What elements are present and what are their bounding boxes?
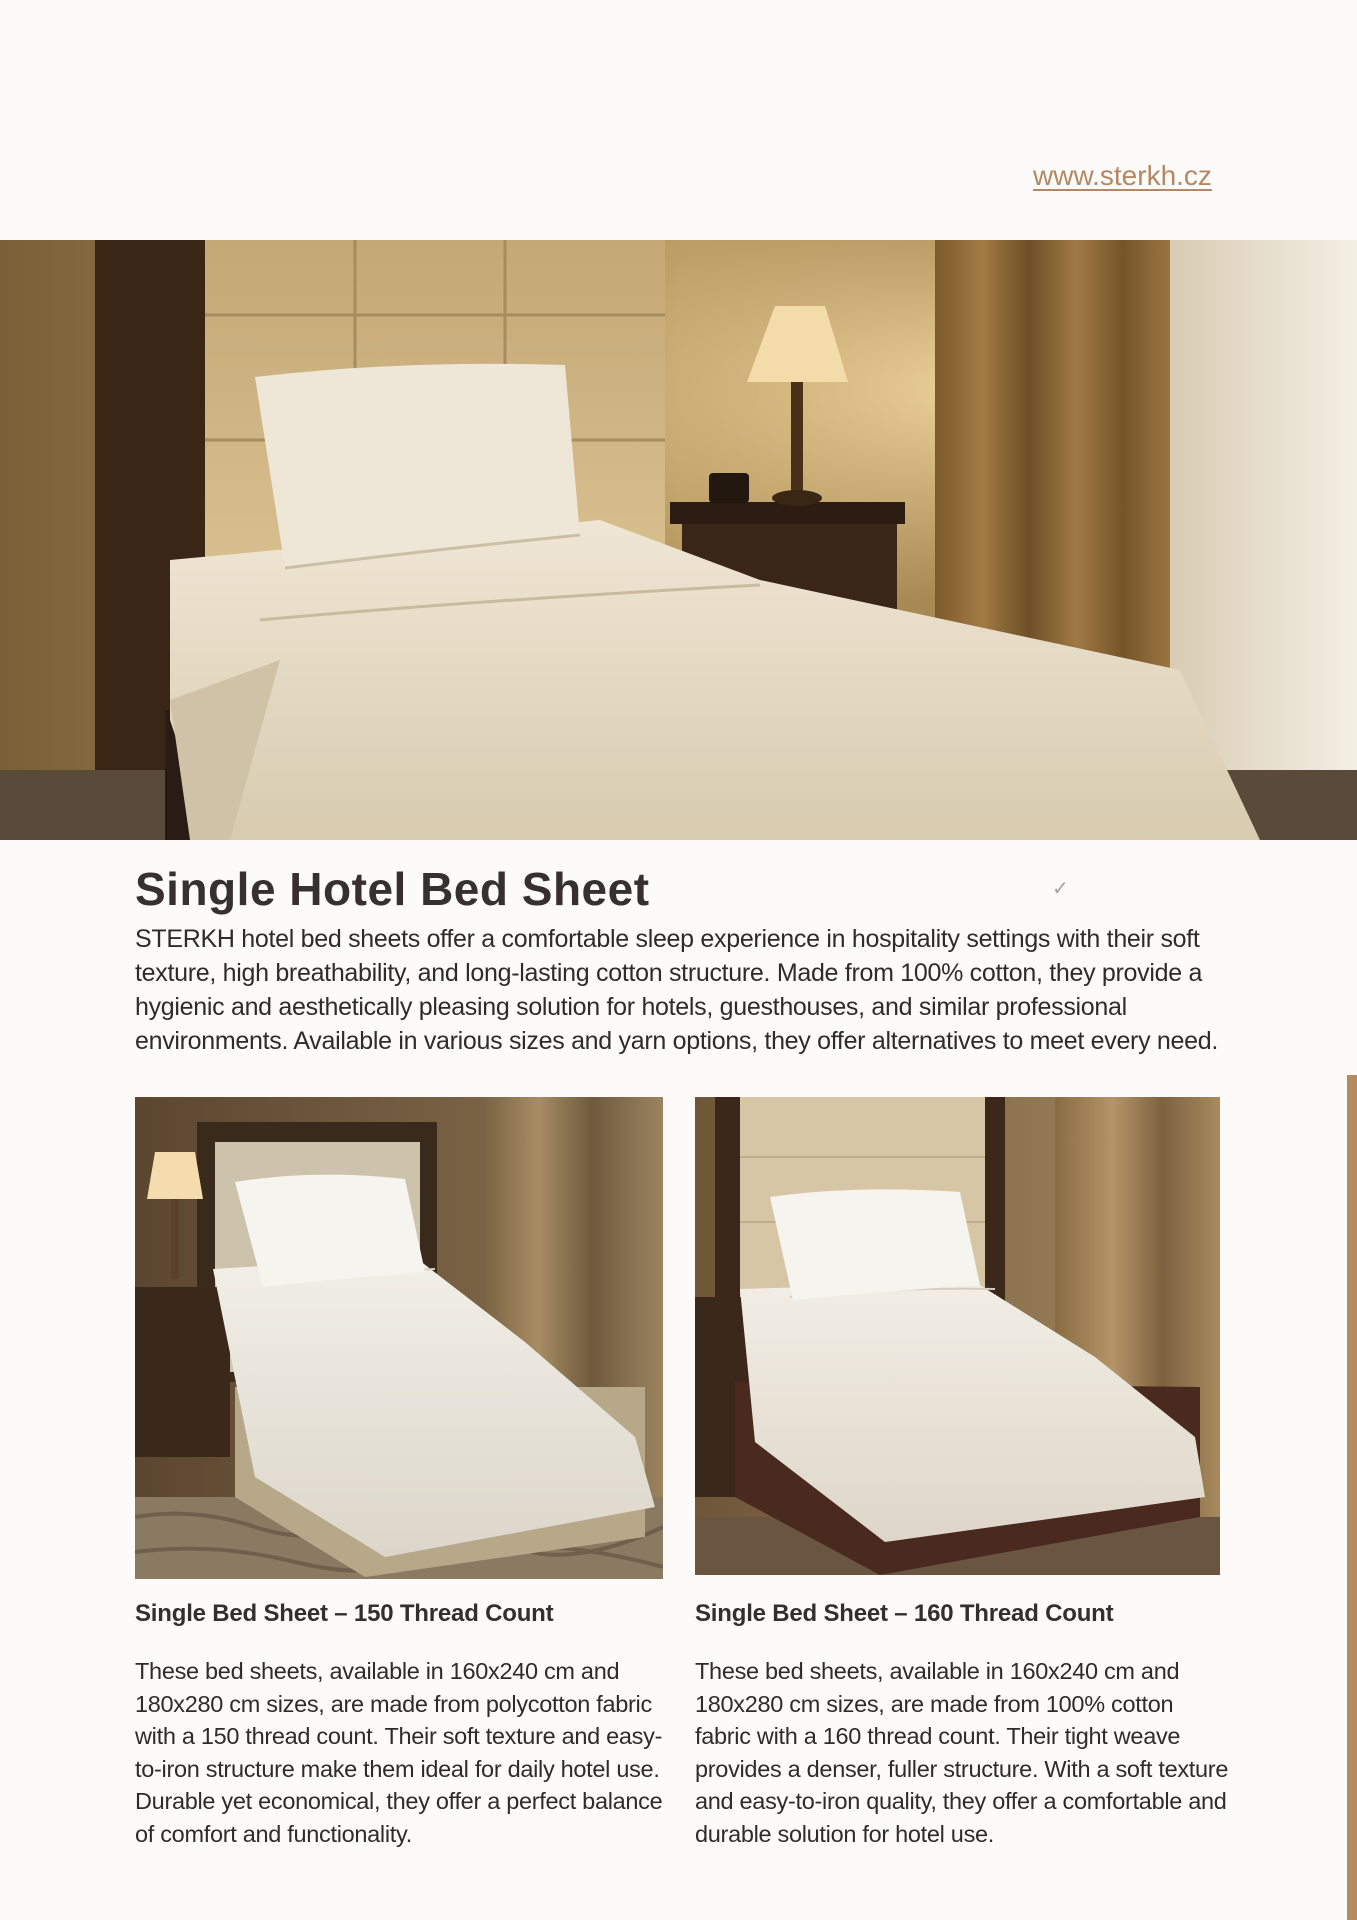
product-title-150tc: Single Bed Sheet – 150 Thread Count <box>135 1600 554 1627</box>
product-title-160tc: Single Bed Sheet – 160 Thread Count <box>695 1600 1114 1627</box>
product-image-150tc <box>135 1097 663 1579</box>
product-description-150tc: These bed sheets, available in 160x240 cm and 180x280 cm sizes, are made from polycotton fabric with a 150 thread count. Their soft texture and easy-to-iron structure make them ideal for daily hotel use. Durable yet economical, they offer a perfect balance of comfort and functionality. <box>135 1658 663 1847</box>
page-title: Single Hotel Bed Sheet <box>135 863 650 915</box>
product-image-160tc <box>695 1097 1220 1575</box>
website-link[interactable]: www.sterkh.cz <box>1033 160 1212 191</box>
product-description-160tc: These bed sheets, available in 160x240 cm and 180x280 cm sizes, are made from 100% cotton fabric with a 160 thread count. Their tight weave provides a denser, fuller structure. With a soft texture and easy-to-iron quality, they offer a comfortable and durable solution for hotel use. <box>695 1658 1229 1847</box>
hero-bed-photo <box>0 240 1357 840</box>
checkmark-icon: ✓ <box>1052 878 1069 900</box>
intro-paragraph: STERKH hotel bed sheets offer a comfortable sleep experience in hospitality settings with their soft texture, high breathability, and long-lasting cotton structure. Made from 100% cotton, they provide a hygienic and aesthetically pleasing solution for hotels, guesthouses, and similar professional environments. Available in various sizes and yarn options, they offer alternatives to meet every need. <box>135 925 1218 1055</box>
accent-side-bar <box>1347 1075 1357 1920</box>
